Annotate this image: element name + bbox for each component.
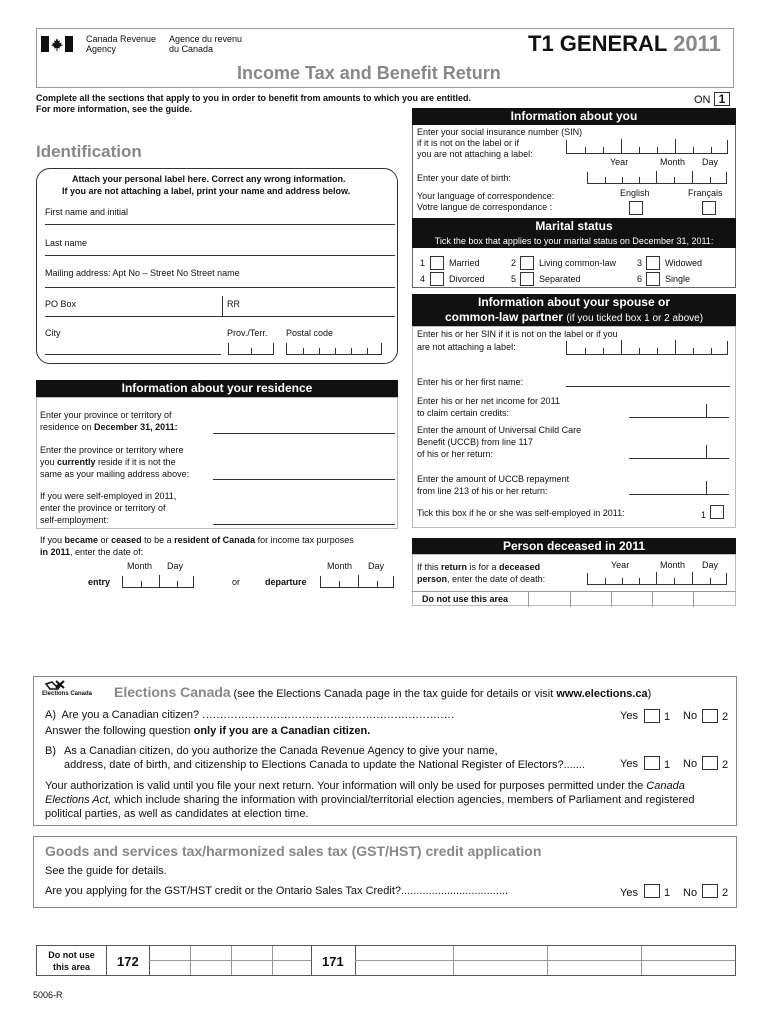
sin-label-3: you are not attaching a label:: [417, 149, 533, 159]
res-selfemp-1: If you were self-employed in 2011,: [40, 491, 177, 501]
po-rr-divider: [222, 296, 223, 316]
english-label: English: [620, 188, 650, 198]
sin-field[interactable]: [566, 140, 728, 154]
divorced-checkbox[interactable]: [430, 272, 444, 286]
question-b-label: B): [45, 745, 56, 757]
qb-no-checkbox[interactable]: [702, 756, 718, 770]
deceased-text-1d: deceased: [499, 562, 541, 572]
marital-opt6-label: Single: [665, 274, 691, 284]
widowed-checkbox[interactable]: [646, 256, 660, 270]
res-became-1b: became: [64, 535, 99, 545]
res-current-2b: currently: [57, 457, 96, 467]
marital-opt4-label: Divorced: [449, 274, 485, 284]
francais-label: Français: [688, 188, 723, 198]
province-code: ON: [694, 94, 711, 106]
departure-month-label: Month: [327, 561, 353, 571]
spouse-net-income-field[interactable]: [629, 417, 729, 418]
deceased-cell-divider-3: [611, 592, 612, 607]
marital-heading: Marital status: [412, 218, 736, 234]
question-a-dots: .......................................................................: [202, 709, 455, 721]
province-num: 1: [718, 92, 726, 106]
marital-opt3-num: 3: [637, 258, 643, 268]
auth-2b: which include sharing the information with provincial/territorial election agencies, members of Parliament and registered: [111, 794, 695, 806]
gst-yes-checkbox[interactable]: [644, 884, 660, 898]
authorization-3: political parties, as well as candidates at election time.: [45, 808, 309, 820]
qb-yes-label: Yes: [620, 758, 638, 770]
spouse-uccb-2: Benefit (UCCB) from line 117: [417, 437, 533, 447]
footer-do-not-use-2: this area: [52, 962, 91, 972]
deceased-cell-divider-4: [652, 592, 653, 607]
footer-cell-7: [453, 946, 454, 975]
follow-a: Answer the following question: [45, 725, 194, 737]
marital-opt5-label: Separated: [539, 274, 581, 284]
footer-cell-3: [231, 946, 232, 975]
marital-opt5-num: 5: [511, 274, 517, 284]
spouse-heading-2: [412, 310, 736, 326]
label-note-2: If you are not attaching a label, print your name and address below.: [62, 186, 351, 196]
city-label: City: [45, 328, 61, 338]
separated-checkbox[interactable]: [520, 272, 534, 286]
rr-label: RR: [227, 299, 240, 309]
form-title-name: T1 GENERAL: [528, 31, 667, 56]
res-prov-1: Enter your province or territory of: [40, 410, 172, 420]
spouse-heading-2a: common-law partner: [444, 310, 563, 324]
gst-dots: ...................................: [401, 885, 509, 897]
gst-no-label: No: [683, 887, 698, 899]
label-area[interactable]: [36, 168, 398, 364]
footer-code-172: 172: [117, 954, 139, 969]
spouse-first-name-label: Enter his or her first name:: [417, 377, 524, 387]
res-prov-2b: December 31, 2011:: [94, 422, 178, 432]
question-b-1: As a Canadian citizen, do you authorize the Canada Revenue Agency to give your name,: [64, 745, 498, 757]
spouse-self-emp-num: 1: [701, 510, 707, 520]
elections-heading-line: [114, 684, 651, 700]
prov-field[interactable]: [228, 343, 274, 355]
qa-no-num: 2: [722, 711, 729, 723]
res-became-1e: to be a: [141, 535, 175, 545]
deceased-text-1a: If this: [417, 562, 442, 572]
footer-strip: [36, 945, 736, 976]
province-num-box: [714, 92, 730, 106]
form-year: 2011: [673, 31, 721, 56]
deceased-cell-divider-1: [528, 592, 529, 607]
date-of-death-field[interactable]: [587, 573, 727, 585]
sin-label-1: Enter your social insurance number (SIN): [417, 127, 583, 137]
res-became-1c: or: [98, 535, 112, 545]
footer-cell-6-mid: [355, 960, 735, 961]
married-checkbox[interactable]: [430, 256, 444, 270]
res-became-1a: If you: [40, 535, 65, 545]
footer-cell-5: [311, 946, 312, 975]
spouse-uccb-cents: [706, 445, 707, 459]
res-became-2b: , enter the date of:: [70, 547, 144, 557]
footer-do-not-use: [37, 946, 107, 975]
agency-name-en-2: Agency: [86, 44, 117, 54]
spouse-uccb-rep-field[interactable]: [629, 494, 729, 495]
label-note-1: Attach your personal label here. Correct any wrong information.: [72, 174, 346, 184]
single-checkbox[interactable]: [646, 272, 660, 286]
about-you-heading: Information about you: [412, 108, 736, 125]
spouse-uccb-1: Enter the amount of Universal Child Care: [417, 425, 582, 435]
spouse-uccb-field[interactable]: [629, 458, 729, 459]
res-current-field[interactable]: [213, 479, 395, 480]
spouse-uccb-rep-2: from line 213 of his or her return:: [417, 486, 548, 496]
spouse-uccb-3: of his or her return:: [417, 449, 494, 459]
elections-heading: Elections Canada: [114, 684, 231, 700]
question-b-2-text: address, date of birth, and citizenship to Elections Canada to update the National Register of Electors?: [64, 759, 564, 771]
entry-label: entry: [88, 577, 111, 587]
last-name-label: Last name: [45, 238, 88, 248]
mailing-address-field[interactable]: [45, 287, 395, 288]
auth-1a: Your authorization is valid until you file your next return. Your information will only be used for purposes permitted under the: [45, 780, 647, 792]
prov-label: Prov./Terr.: [227, 328, 268, 338]
spouse-first-name-field[interactable]: [566, 386, 730, 387]
qb-no-label: No: [683, 758, 698, 770]
spouse-heading: [412, 294, 736, 326]
dob-day-label: Day: [702, 157, 719, 167]
marital-opt2-label: Living common-law: [539, 258, 617, 268]
dob-field[interactable]: [587, 172, 727, 184]
form-number: 5006-R: [33, 990, 63, 1000]
res-current-1: Enter the province or territory where: [40, 445, 184, 455]
marital-opt2-num: 2: [511, 258, 517, 268]
spouse-sin-label-2: are not attaching a label:: [417, 342, 516, 352]
res-prov-2: [40, 422, 178, 432]
entry-date-field[interactable]: [122, 576, 194, 588]
or-label: or: [232, 577, 241, 587]
common-law-checkbox[interactable]: [520, 256, 534, 270]
dob-year-label: Year: [610, 157, 629, 167]
deceased-text-2b: , enter the date of death:: [447, 574, 546, 584]
po-box-label: PO Box: [45, 299, 77, 309]
res-prov-field[interactable]: [213, 433, 395, 434]
res-became-2: [40, 547, 143, 557]
spouse-heading-1: Information about your spouse or: [477, 295, 670, 309]
gst-yes-num: 1: [664, 887, 671, 899]
gst-question: [45, 885, 508, 897]
qa-no-checkbox[interactable]: [702, 709, 718, 723]
intro-line-1: Complete all the sections that apply to you in order to benefit from amounts to which you are entitled.: [36, 93, 472, 103]
gst-yes-label: Yes: [620, 887, 638, 899]
question-a-label: A): [45, 709, 56, 721]
footer-cell-1-mid: [149, 960, 311, 961]
deceased-cell-divider-2: [570, 592, 571, 607]
qa-yes-num: 1: [664, 711, 671, 723]
elections-canada-logo-icon: [42, 680, 108, 700]
res-current-2c: reside if it is not the: [95, 457, 176, 467]
question-b-2: [64, 759, 585, 771]
auth-1b: Canada: [646, 780, 685, 792]
last-name-field[interactable]: [45, 255, 395, 256]
identification-heading: Identification: [36, 142, 142, 161]
sin-label-2: if it is not on the label or if: [417, 138, 520, 148]
footer-do-not-use-1: Do not use: [48, 950, 95, 960]
dob-label: Enter your date of birth:: [417, 173, 512, 183]
res-selfemp-field[interactable]: [213, 524, 395, 525]
footer-cell-8: [547, 946, 548, 975]
marital-opt1-label: Married: [449, 258, 480, 268]
res-selfemp-2: enter the province or territory of: [40, 503, 166, 513]
agency-name-fr-2: du Canada: [169, 44, 214, 54]
deceased-year-label: Year: [611, 560, 630, 570]
footer-code-171: 171: [322, 954, 344, 969]
res-became-1g: for income tax purposes: [255, 535, 354, 545]
res-prov-2a: residence on: [40, 422, 95, 432]
spouse-heading-2b: (if you ticked box 1 or 2 above): [566, 313, 704, 324]
spouse-self-emp-label: Tick this box if he or she was self-employed in 2011:: [417, 508, 625, 518]
question-a: [45, 709, 455, 721]
deceased-do-not-use-label: Do not use this area: [422, 594, 509, 604]
mailing-address-label: Mailing address: Apt No – Street No Street name: [45, 268, 240, 278]
english-checkbox[interactable]: [629, 201, 643, 215]
gst-no-checkbox[interactable]: [702, 884, 718, 898]
gst-question-text: Are you applying for the GST/HST credit or the Ontario Sales Tax Credit?: [45, 885, 402, 897]
res-became-1f: resident of Canada: [174, 535, 256, 545]
res-became-1: [40, 535, 354, 545]
footer-cell-2: [190, 946, 191, 975]
intro-line-2: For more information, see the guide.: [36, 104, 193, 114]
canada-flag-icon: [41, 36, 73, 52]
footer-cell-9: [641, 946, 642, 975]
agency-name-fr-1: Agence du revenu: [169, 34, 243, 44]
gst-see-guide: See the guide for details.: [45, 865, 167, 877]
elections-url[interactable]: www.elections.ca: [556, 688, 648, 700]
deceased-month-label: Month: [660, 560, 686, 570]
deceased-do-not-use: [412, 591, 736, 606]
marital-subheading: Tick the box that applies to your marital status on December 31, 2011:: [412, 234, 736, 248]
res-became-2a: in 2011: [40, 547, 71, 557]
qb-yes-checkbox[interactable]: [644, 756, 660, 770]
gst-heading: Goods and services tax/harmonized sales tax (GST/HST) credit application: [45, 843, 542, 859]
qa-no-label: No: [683, 710, 698, 722]
footer-cell-4: [272, 946, 273, 975]
agency-name-en-1: Canada Revenue: [86, 34, 157, 44]
res-current-2a: you: [40, 457, 58, 467]
entry-day-label: Day: [167, 561, 184, 571]
form-subtitle: Income Tax and Benefit Return: [237, 63, 501, 83]
po-box-field[interactable]: [45, 316, 395, 317]
departure-label: departure: [265, 577, 307, 587]
francais-checkbox[interactable]: [702, 201, 716, 215]
spouse-self-emp-checkbox[interactable]: [710, 505, 724, 519]
deceased-text-2: [417, 574, 545, 584]
qa-yes-checkbox[interactable]: [644, 709, 660, 723]
authorization-1: [45, 780, 685, 792]
qa-yes-label: Yes: [620, 710, 638, 722]
marital-opt3-label: Widowed: [665, 258, 703, 268]
dob-month-label: Month: [660, 157, 686, 167]
qb-yes-num: 1: [664, 759, 671, 771]
marital-opt6-num: 6: [637, 274, 643, 284]
marital-opt4-num: 4: [420, 274, 426, 284]
spouse-uccb-rep-cents: [706, 481, 707, 495]
deceased-text-1: [417, 562, 540, 572]
language-label-fr: Votre langue de correspondance :: [417, 202, 553, 212]
spouse-net-income-cents: [706, 404, 707, 418]
departure-day-label: Day: [368, 561, 385, 571]
authorization-2: [45, 794, 695, 806]
deceased-text-2a: person: [417, 574, 448, 584]
elections-logo-text: Elections Canada: [42, 691, 93, 697]
follow-b: only if you are a Canadian citizen.: [193, 725, 371, 737]
qb-no-num: 2: [722, 759, 729, 771]
deceased-text-1b: return: [441, 562, 468, 572]
form-title: [528, 31, 721, 57]
city-field[interactable]: [45, 354, 221, 355]
deceased-heading: Person deceased in 2011: [412, 538, 736, 554]
first-name-label: First name and initial: [45, 207, 129, 217]
question-b-dots: .......: [563, 759, 585, 771]
residence-heading: Information about your residence: [36, 380, 398, 397]
res-selfemp-3: self-employment:: [40, 515, 109, 525]
res-became-1d: ceased: [111, 535, 142, 545]
first-name-field[interactable]: [45, 224, 395, 225]
spouse-sin-label-1: Enter his or her SIN if it is not on the label or if you: [417, 329, 618, 339]
deceased-day-label: Day: [702, 560, 719, 570]
question-a-text: Are you a Canadian citizen?: [61, 709, 200, 721]
entry-month-label: Month: [127, 561, 153, 571]
res-current-3: same as your mailing address above:: [40, 469, 190, 479]
auth-2a: Elections Act,: [45, 794, 112, 806]
res-current-2: [40, 457, 176, 467]
spouse-uccb-rep-1: Enter the amount of UCCB repayment: [417, 474, 570, 484]
language-label-en: Your language of correspondence:: [417, 191, 555, 201]
follow-instruction: [45, 725, 370, 737]
spouse-sin-field[interactable]: [566, 341, 728, 355]
marital-opt1-num: 1: [420, 258, 426, 268]
spouse-net-income-2: to claim certain credits:: [417, 408, 510, 418]
gst-no-num: 2: [722, 887, 729, 899]
spouse-net-income-1: Enter his or her net income for 2011: [417, 396, 560, 406]
departure-date-field[interactable]: [320, 576, 394, 588]
deceased-text-1c: is for a: [467, 562, 500, 572]
deceased-cell-divider-5: [693, 592, 694, 607]
postal-label: Postal code: [286, 328, 334, 338]
postal-code-field[interactable]: [286, 343, 382, 355]
elections-close: ): [647, 688, 652, 700]
elections-heading-note: (see the Elections Canada page in the tax guide for details or visit: [233, 688, 557, 700]
